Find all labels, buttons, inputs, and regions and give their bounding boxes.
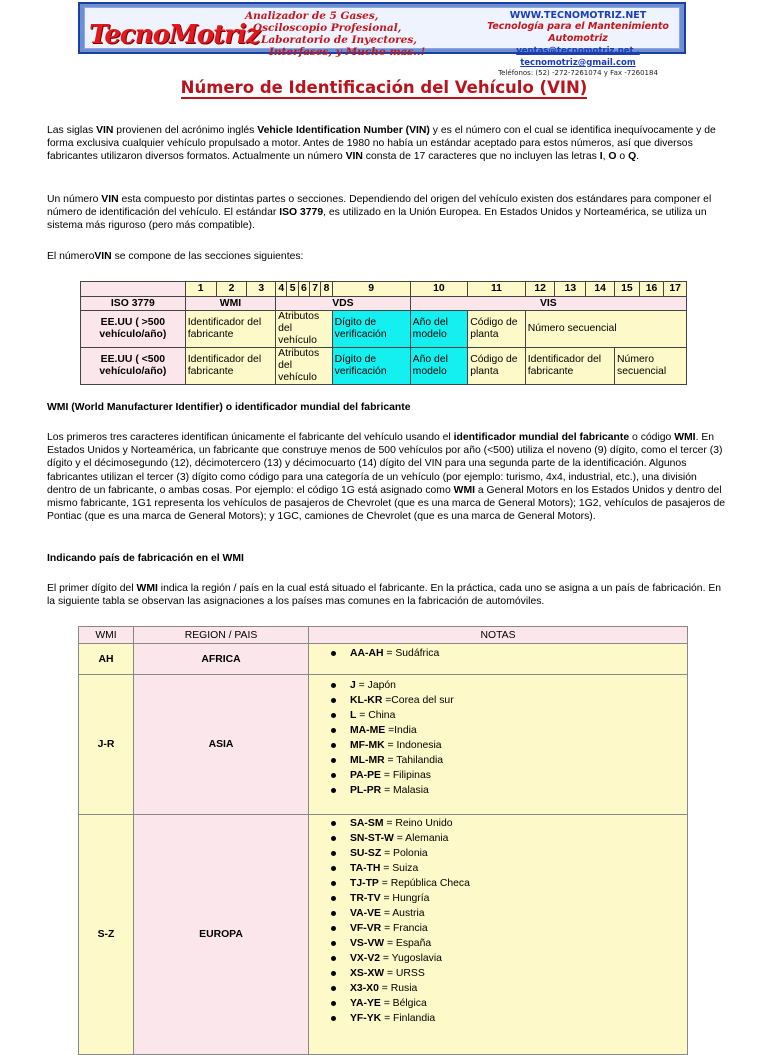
country-name: = Bélgica bbox=[380, 998, 427, 1009]
wmi-range: SN-ST-W bbox=[350, 833, 394, 844]
pos-cell: 8 bbox=[321, 282, 332, 297]
text-run: El primer dígito del bbox=[47, 583, 137, 594]
wmi-range: XS-XW bbox=[350, 968, 385, 979]
serial-cell: Número secuencial bbox=[525, 311, 686, 348]
country-name: = Indonesia bbox=[384, 740, 442, 751]
pos-cell: 5 bbox=[287, 282, 298, 297]
text-run: o código bbox=[629, 432, 675, 443]
section-vds: VDS bbox=[276, 297, 411, 311]
email-links[interactable]: ventas@tecnomotriz.net , tecnomotriz@gmail.com bbox=[516, 46, 640, 68]
country-paragraph bbox=[47, 582, 727, 608]
vin-structure-table bbox=[80, 281, 687, 385]
pos-cell: 9 bbox=[332, 282, 410, 297]
col-header-wmi: WMI bbox=[79, 627, 134, 644]
country-name: = República Checa bbox=[378, 878, 470, 889]
serial-short-cell: Número secuencial bbox=[615, 348, 687, 385]
table-row bbox=[79, 815, 688, 1055]
bold-term: O bbox=[608, 151, 617, 163]
list-item bbox=[331, 846, 687, 861]
pos-cell: 14 bbox=[586, 282, 615, 297]
list-item bbox=[331, 966, 687, 981]
pos-cell: 16 bbox=[639, 282, 664, 297]
pos-cell: 10 bbox=[410, 282, 468, 297]
section-vis: VIS bbox=[410, 297, 686, 311]
text-run: consta de 17 caracteres que no incluyen las letras bbox=[362, 151, 600, 163]
country-name: = Finlandia bbox=[381, 1013, 436, 1024]
list-item bbox=[331, 678, 687, 693]
usa-lt500-row bbox=[81, 348, 687, 385]
promo-line: Osciloscopio Profesional, bbox=[253, 22, 402, 34]
list-item bbox=[331, 768, 687, 783]
text-run: esta compuesto por distintas partes o secciones. Dependiendo del origen del vehículo existen dos estándares para componer el número de identificación del vehículo. El estándar bbox=[47, 194, 712, 219]
country-name: = Austria bbox=[380, 908, 425, 919]
country-name: =India bbox=[385, 725, 417, 736]
region-name: ASIA bbox=[134, 675, 309, 815]
promo-line: Analizador de 5 Gases, bbox=[245, 10, 379, 22]
model-year-cell: Año del modelo bbox=[410, 311, 468, 348]
wmi-range: SU-SZ bbox=[350, 848, 382, 859]
wmi-range: VS-VW bbox=[350, 938, 385, 949]
header-banner bbox=[78, 2, 686, 77]
bold-term: ISO 3779 bbox=[279, 207, 324, 219]
text-run: . bbox=[636, 151, 640, 163]
bold-term: VIN bbox=[345, 151, 363, 163]
bold-term: identificador mundial del fabricante bbox=[453, 432, 630, 443]
country-name: =Corea del sur bbox=[382, 695, 454, 706]
position-row bbox=[81, 282, 687, 297]
country-name: = Suiza bbox=[380, 863, 419, 874]
list-item bbox=[331, 708, 687, 723]
bold-term: WMI bbox=[453, 484, 475, 496]
list-item bbox=[331, 936, 687, 951]
list-item bbox=[331, 876, 687, 891]
pos-cell: 2 bbox=[216, 282, 247, 297]
wmi-range: VF-VR bbox=[350, 923, 382, 934]
model-year-cell: Año del modelo bbox=[410, 348, 468, 385]
wmi-range: TA-TH bbox=[350, 863, 381, 874]
wmi-range: KL-KR bbox=[350, 695, 383, 706]
bold-term: Q bbox=[628, 151, 637, 163]
text-run: y es el número con el cual se identifica inequívocamente y de forma exclusiva cualquier vehículo propulsado a motor. Antes de 1980 no había un estándar aceptado para estos números, así que diversos fabricantes utilizaron diversos formatos. Actualmente un número bbox=[47, 125, 716, 163]
page-title: Número de Identificación del Vehículo (VIN) bbox=[180, 78, 588, 97]
standards-paragraph bbox=[47, 193, 727, 233]
region-name: EUROPA bbox=[134, 815, 309, 1055]
wmi-range: TJ-TP bbox=[350, 878, 379, 889]
row-label: EE.UU ( >500 vehículo/año) bbox=[81, 311, 186, 348]
wmi-range: J bbox=[350, 680, 356, 691]
plant-code-cell: Código de planta bbox=[468, 311, 526, 348]
list-item bbox=[331, 996, 687, 1011]
country-name: = China bbox=[356, 710, 396, 721]
pos-cell: 6 bbox=[298, 282, 309, 297]
list-item bbox=[331, 693, 687, 708]
pos-cell: 3 bbox=[247, 282, 276, 297]
intro-paragraph bbox=[47, 124, 727, 164]
manufacturer-id-cell: Identificador del fabricante bbox=[185, 311, 275, 348]
tagline: Tecnología para el Mantenimiento Automotriz bbox=[487, 21, 669, 44]
logo-text: TecnoMotriz bbox=[89, 20, 260, 50]
wmi-heading: WMI (World Manufacturer Identifier) o identificador mundial del fabricante bbox=[47, 402, 411, 413]
pos-cell: 11 bbox=[468, 282, 526, 297]
promo-line: Interfases, y Mucho mas..! bbox=[269, 46, 426, 58]
table-row bbox=[79, 644, 688, 675]
wmi-code: S-Z bbox=[79, 815, 134, 1055]
country-heading: Indicando país de fabricación en el WMI bbox=[47, 553, 244, 564]
wmi-range: PA-PE bbox=[350, 770, 381, 781]
text-run: , es utilizado en la Unión Europea. En Estados Unidos y Norteamérica, se utiliza un sistema más riguroso (pero más compatible). bbox=[47, 207, 707, 232]
tecnomotriz-logo bbox=[89, 14, 260, 56]
text-run: indica la región / país en la cual está situado el fabricante. En la práctica, cada uno se asigna a un país de fabricación. En la siguiente tabla se observan las asignaciones a los países mas comunes en la fabricación de automóviles. bbox=[47, 583, 722, 608]
wmi-range: YA-YE bbox=[350, 998, 381, 1009]
bold-term: Vehicle Identification Number (VIN) bbox=[257, 125, 430, 136]
wmi-code: J-R bbox=[79, 675, 134, 815]
list-item bbox=[331, 951, 687, 966]
text-run: provienen del acrónimo inglés bbox=[113, 125, 258, 136]
text-run: o bbox=[616, 151, 629, 163]
contact-block bbox=[473, 10, 683, 78]
check-digit-cell: Dígito de verificación bbox=[332, 348, 410, 385]
empty-cell bbox=[81, 282, 186, 297]
notes-list bbox=[331, 646, 687, 661]
banner-panel bbox=[84, 7, 680, 77]
notes-cell bbox=[309, 675, 688, 815]
manufacturer-id-cell: Identificador del fabricante bbox=[185, 348, 275, 385]
pos-cell: 7 bbox=[310, 282, 321, 297]
list-item bbox=[331, 738, 687, 753]
bold-term: VIN bbox=[101, 194, 119, 205]
col-header-region: REGION / PAIS bbox=[134, 627, 309, 644]
list-item bbox=[331, 906, 687, 921]
list-item bbox=[331, 646, 687, 661]
bold-term: I bbox=[599, 151, 603, 163]
table-row bbox=[79, 675, 688, 815]
wmi-range: X3-X0 bbox=[350, 983, 379, 994]
website-link[interactable]: WWW.TECNOMOTRIZ.NET bbox=[509, 10, 647, 21]
country-name: = Reino Unido bbox=[383, 818, 453, 829]
list-item bbox=[331, 921, 687, 936]
iso-label: ISO 3779 bbox=[81, 297, 186, 311]
wmi-range: ML-MR bbox=[350, 755, 385, 766]
notes-list bbox=[331, 678, 687, 798]
list-item bbox=[331, 861, 687, 876]
country-name: = Yugoslavia bbox=[380, 953, 442, 964]
sections-intro bbox=[47, 250, 727, 263]
usa-gt500-row bbox=[81, 311, 687, 348]
pos-cell: 4 bbox=[276, 282, 287, 297]
wmi-range: MA-ME bbox=[350, 725, 386, 736]
country-name: = Alemania bbox=[393, 833, 449, 844]
pos-cell: 15 bbox=[615, 282, 640, 297]
country-name: = Polonia bbox=[381, 848, 428, 859]
check-digit-cell: Dígito de verificación bbox=[332, 311, 410, 348]
pos-cell: 17 bbox=[664, 282, 687, 297]
wmi-range: AA-AH bbox=[350, 648, 384, 659]
list-item bbox=[331, 981, 687, 996]
region-name: AFRICA bbox=[134, 644, 309, 675]
vehicle-attrs-cell: Atributos del vehículo bbox=[276, 348, 332, 385]
iso-row bbox=[81, 297, 687, 311]
country-name: = Francia bbox=[381, 923, 428, 934]
wmi-region-table bbox=[78, 626, 688, 1055]
text-run: se compone de las secciones siguientes: bbox=[111, 251, 304, 262]
pos-cell: 13 bbox=[555, 282, 586, 297]
list-item bbox=[331, 816, 687, 831]
country-name: = Malasia bbox=[381, 785, 429, 796]
text-run: El número bbox=[47, 251, 95, 262]
manufacturer-id-cell-2: Identificador del fabricante bbox=[525, 348, 614, 385]
list-item bbox=[331, 723, 687, 738]
notes-cell bbox=[309, 644, 688, 675]
list-item bbox=[331, 831, 687, 846]
phone-numbers: Teléfonos: (52) -272-7261074 y Fax -7260184 bbox=[498, 69, 658, 77]
text-run: Un número bbox=[47, 194, 102, 205]
wmi-range: L bbox=[350, 710, 357, 721]
text-run: . En Estados Unidos y Norteamérica, un fabricante que construye menos de 500 vehículos por año (<500) utiliza el noveno (9) dígito, como el tercer (3) dígito y el décimosegundo (12), décimotercero (13) y décimocuarto (14) dígito del VIN para una segunda parte de la identificación. Algunos fabricantes utilizan el tercer (3) dígito como código para una categoría de un vehículo (por ejemplo: turismo, 4x4, industrial, etc.), una división dentro de un fabricante, o ambas cosas. Por ejemplo: el código 1G está asignado como bbox=[47, 432, 723, 496]
list-item bbox=[331, 783, 687, 798]
list-item bbox=[331, 891, 687, 906]
wmi-range: SA-SM bbox=[350, 818, 384, 829]
wmi-paragraph bbox=[47, 431, 727, 523]
bold-term: WMI bbox=[136, 583, 158, 594]
wmi-code: AH bbox=[79, 644, 134, 675]
col-header-notes: NOTAS bbox=[309, 627, 688, 644]
vehicle-attrs-cell: Atributos del vehículo bbox=[276, 311, 332, 348]
text-run: Las siglas bbox=[47, 125, 97, 136]
country-name: = Filipinas bbox=[380, 770, 431, 781]
plant-code-cell: Código de planta bbox=[468, 348, 526, 385]
text-run: Los primeros tres caracteres identifican únicamente el fabricante del vehículo usando el bbox=[47, 432, 454, 443]
pos-cell: 12 bbox=[525, 282, 555, 297]
country-name: = URSS bbox=[384, 968, 425, 979]
table-header bbox=[79, 627, 688, 644]
wmi-range: TR-TV bbox=[350, 893, 381, 904]
text-run: , bbox=[602, 151, 609, 163]
country-name: = Sudáfrica bbox=[383, 648, 440, 659]
country-name: = Japón bbox=[355, 680, 396, 691]
notes-cell bbox=[309, 815, 688, 1055]
bold-term: VIN bbox=[94, 251, 112, 262]
bold-term: WMI bbox=[674, 432, 696, 443]
country-name: = Hungría bbox=[380, 893, 430, 904]
section-wmi: WMI bbox=[185, 297, 275, 311]
wmi-range: PL-PR bbox=[350, 785, 382, 796]
wmi-range: VX-V2 bbox=[350, 953, 381, 964]
list-item bbox=[331, 753, 687, 768]
pos-cell: 1 bbox=[185, 282, 216, 297]
country-name: = España bbox=[384, 938, 432, 949]
notes-list bbox=[331, 816, 687, 1026]
promo-line: Laboratorio de Inyectores, bbox=[261, 34, 417, 46]
wmi-range: MF-MK bbox=[350, 740, 385, 751]
country-name: = Rusia bbox=[378, 983, 418, 994]
wmi-range: YF-YK bbox=[350, 1013, 382, 1024]
bold-term: VIN bbox=[96, 125, 114, 136]
text-run: a General Motors en los Estados Unidos y dentro del mismo fabricante, 1G1 representa los vehículos de pasajeros de Chevrolet (que es una marca de General Motors); 1G2, vehículos de pasajeros de Pontiac (que es una marca de General Motors); y 1GC, camiones de Chevrolet (que es una marca de General Motors). bbox=[47, 484, 726, 523]
country-name: = Tahilandia bbox=[384, 755, 444, 766]
row-label: EE.UU ( <500 vehículo/año) bbox=[81, 348, 186, 385]
promo-text bbox=[245, 10, 455, 58]
wmi-range: VA-VE bbox=[350, 908, 381, 919]
